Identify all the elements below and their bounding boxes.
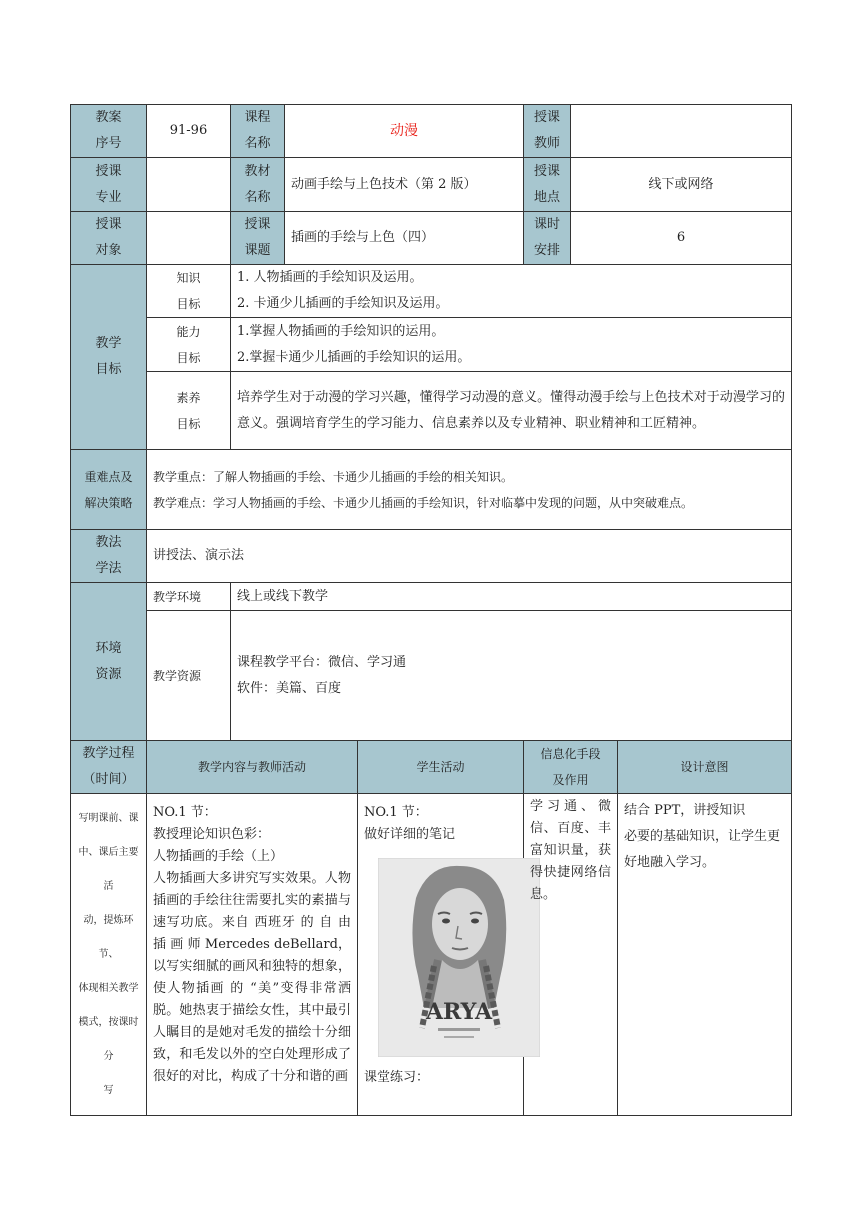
res-label: 教学资源 (147, 611, 231, 741)
knowledge-line: 1. 人物插画的手绘知识及运用。 (237, 270, 423, 285)
lesson-plan-table (70, 104, 792, 1116)
student-exercise: 课堂练习： (364, 1070, 430, 1085)
topic-value: 插画的手绘与上色（四） (285, 212, 524, 265)
env-value: 线上或线下教学 (231, 583, 792, 611)
res-line: 课程教学平台：微信、学习通 (237, 654, 407, 670)
res-line: 软件：美篇、百度 (237, 680, 342, 696)
teacher-activity (147, 794, 358, 1116)
hard-point: 教学难点：学习人物插画的手绘、卡通少儿插画的手绘知识，针对临摹中发现的问题，从中突破难点。 (153, 495, 694, 510)
location-value: 线下或网络 (571, 158, 792, 212)
poster-title: ARYA (425, 999, 493, 1025)
major-value (147, 158, 231, 212)
audience-value (147, 212, 231, 265)
quality-label: 素养 目标 (147, 372, 231, 450)
knowledge-content (231, 265, 792, 318)
textbook-label: 教材 名称 (231, 158, 285, 212)
objectives-label: 教学 目标 (71, 265, 147, 450)
teacher-line: 教授理论知识色彩： (153, 827, 271, 842)
design-line: 结合 PPT，讲授知识 (624, 803, 746, 818)
hours-label: 课时 安排 (524, 212, 571, 265)
hours-value: 6 (571, 212, 792, 265)
info-means-header: 信息化手段 及作用 (524, 741, 618, 794)
info-means: 学习通、微信、百度、丰富知识量，获得快捷网络信息。 (524, 794, 618, 1116)
knowledge-label: 知识 目标 (147, 265, 231, 318)
student-line: 做好详细的笔记 (364, 827, 456, 842)
ability-label: 能力 目标 (147, 318, 231, 372)
student-activity (358, 794, 524, 1116)
course-name-label: 课程 名称 (231, 105, 285, 158)
student-line: NO.1 节： (364, 805, 428, 820)
method-label: 教法 学法 (71, 530, 147, 583)
teacher-line: 人物插画的手绘（上） (153, 849, 284, 864)
textbook-value: 动画手绘与上色技术（第 2 版） (285, 158, 524, 212)
student-activity-header: 学生活动 (358, 741, 524, 794)
process-content-header: 教学内容与教师活动 (147, 741, 358, 794)
topic-label: 授课 课题 (231, 212, 285, 265)
lesson-no-value: 91-96 (147, 105, 231, 158)
teacher-label: 授课 教师 (524, 105, 571, 158)
difficulty-content (147, 450, 792, 530)
arya-portrait-image (378, 858, 540, 1057)
teacher-line: NO.1 节： (153, 805, 217, 820)
res-content (231, 611, 792, 741)
location-label: 授课 地点 (524, 158, 571, 212)
lesson-no-label: 教案 序号 (71, 105, 147, 158)
difficulty-label: 重难点及 解决策略 (71, 450, 147, 530)
audience-label: 授课 对象 (71, 212, 147, 265)
time-note: 写明课前、课 中、课后主要活 动，提炼环节、 体现相关教学 模式，按课时分 写 (71, 794, 147, 1116)
knowledge-line: 2. 卡通少儿插画的手绘知识及运用。 (237, 296, 449, 311)
environment-label: 环境 资源 (71, 583, 147, 741)
design-intent-header: 设计意图 (618, 741, 792, 794)
teacher-value (571, 105, 792, 158)
key-point: 教学重点：了解人物插画的手绘、卡通少儿插画的手绘的相关知识。 (153, 469, 514, 484)
process-time-header: 教学过程 （时间） (71, 741, 147, 794)
ability-content (231, 318, 792, 372)
method-value: 讲授法、演示法 (147, 530, 792, 583)
ability-line: 2.掌握卡通少儿插画的手绘知识的运用。 (237, 349, 471, 365)
lesson-plan-sheet (70, 104, 791, 1116)
course-name-value: 动漫 (285, 105, 524, 158)
major-label: 授课 专业 (71, 158, 147, 212)
design-line: 必要的基础知识，让学生更好地融入学习。 (624, 829, 781, 870)
quality-text: 培养学生对于动漫的学习兴趣，懂得学习动漫的意义。懂得动漫手绘与上色技术对于动漫学习的意义。强调培育学生的学习能力、信息素养以及专业精神、职业精神和工匠精神。 (231, 372, 792, 450)
design-intent (618, 794, 792, 1116)
teacher-paragraph: 人物插画大多讲究写实效果。人物插画的手绘往往需要扎实的素描与速写功底。来自 西班牙 的 自 由 插 画 师 Mercedes deBellard，以写实细腻的画风和独特的想象，使人物插画 的 “美”变得非常洒脱。她热衷于描绘女性，其中最引人瞩目的是她对毛发的描绘十分细 致，和毛发以外的空白处理形成了很好的对比，构成了十分和谐的画 (153, 871, 351, 1084)
env-label: 教学环境 (147, 583, 231, 611)
ability-line: 1.掌握人物插画的手绘知识的运用。 (237, 323, 445, 339)
